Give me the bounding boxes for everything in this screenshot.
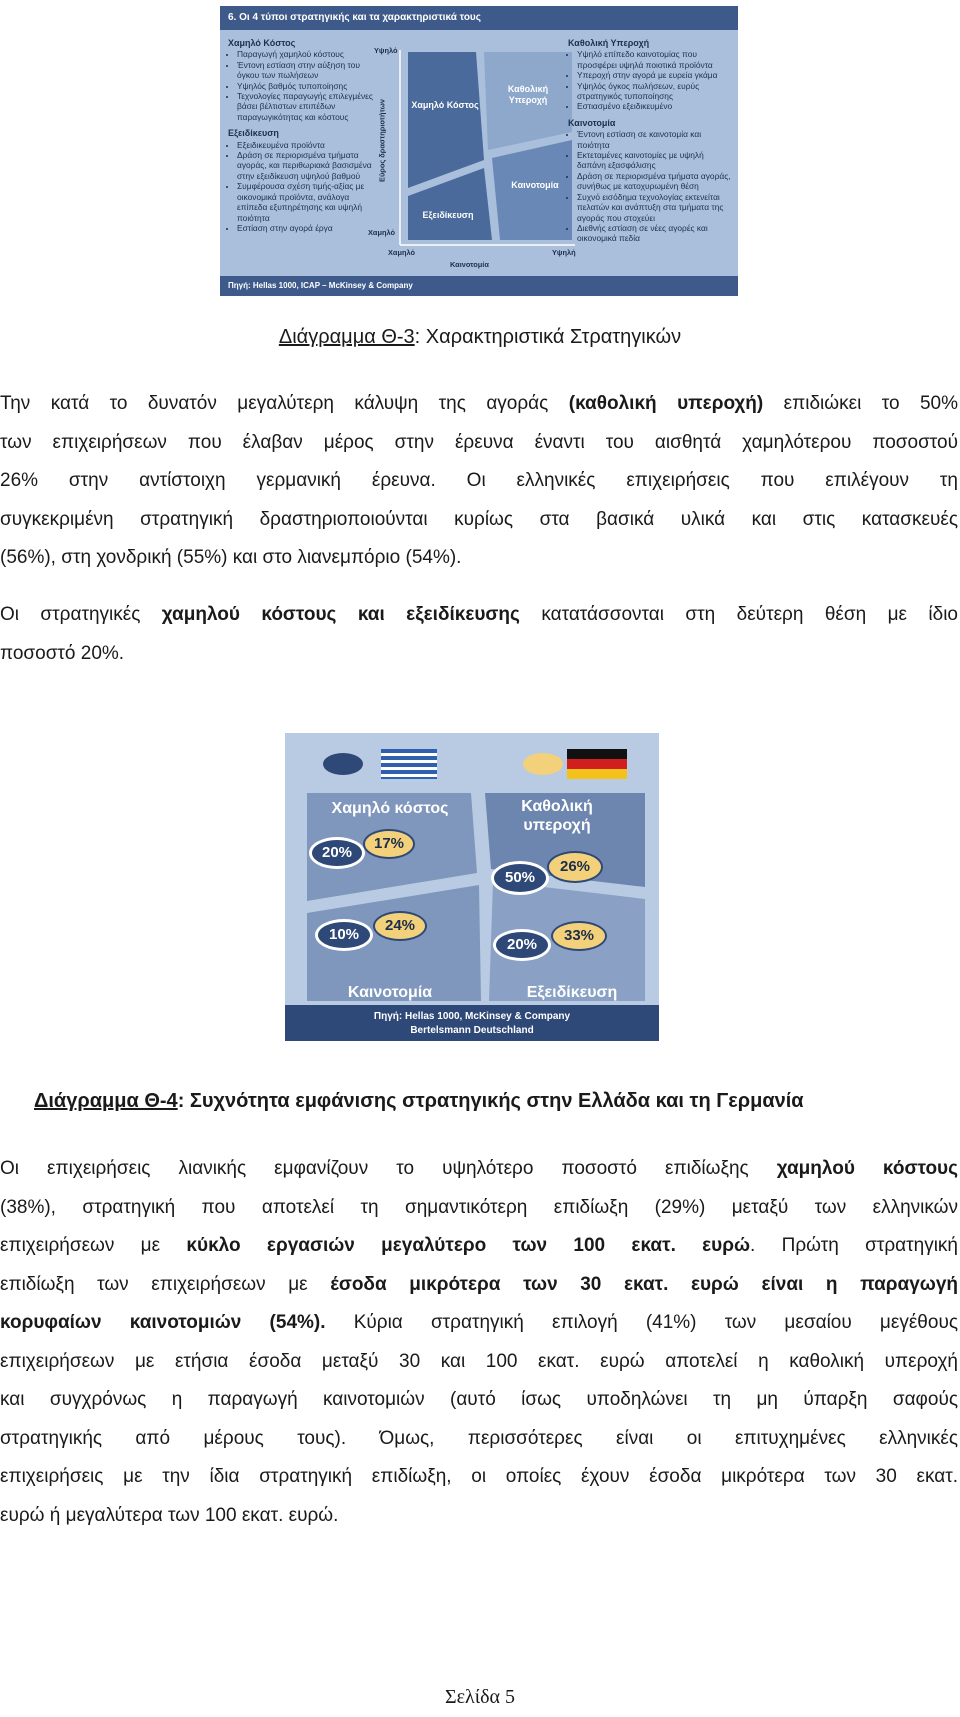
list-item: • Δράση σε περιορισμένα τμήματα αγοράς, συνήθως με κατοχυρωμένη θέση <box>577 171 734 192</box>
source-line: Bertelsmann Deutschland <box>410 1025 534 1036</box>
text-line: επιχειρήσεων με κύκλο εργασιών μεγαλύτερο των 100 εκατ. ευρώ. Πρώτη στρατηγική <box>0 1235 958 1256</box>
caption-label: Διάγραμμα Θ-4 <box>34 1090 178 1112</box>
list-item: • Έντονη εστίαση στην αύξηση του όγκου των πωλήσεων <box>237 60 378 81</box>
figure2-source <box>285 1005 659 1041</box>
y-axis-label: Εύρος δραστηριοτήτων <box>377 99 387 182</box>
figure1-right-column <box>568 38 734 250</box>
germany-value-innovation: 24% <box>373 911 427 941</box>
strategy-matrix-graphic <box>377 40 580 270</box>
text-line: (56%), στη χονδρική (55%) και στο λιανεμπόριο (54%). <box>0 547 462 568</box>
list-item: • Εστιασμένο εξειδικευμένο <box>577 101 734 111</box>
caption-label: Διάγραμμα Θ-3 <box>278 326 415 348</box>
text-line: επιδίωξη των επιχειρήσεων με έσοδα μικρότερα των 30 εκατ. ευρώ είναι η παραγωγή <box>0 1273 958 1295</box>
caption-diagram-4 <box>34 1090 804 1113</box>
text-line: Οι επιχειρήσεις λιανικής εμφανίζουν το υψηλότερο ποσοστό επιδίωξης χαμηλού κόστους <box>0 1158 958 1179</box>
right-heading-2: Καινοτομία <box>568 117 616 128</box>
quadrant-universal: Καθολική Υπεροχή <box>507 84 549 105</box>
y-axis-low: Χαμηλό <box>368 228 396 237</box>
list-item: • Συμφέρουσα σχέση τιμής-αξίας με οικονομικά προϊόντα, ανάλογα επίπεδα εξυπηρέτησης και υψηλή ποιότητα <box>237 181 378 223</box>
quadrant-innovation: Καινοτομία <box>511 180 559 190</box>
quadrant-specialization: Εξειδίκευση <box>422 210 474 220</box>
figure1-source: Πηγή: Hellas 1000, ICAP – McKinsey & Company <box>220 276 738 296</box>
list-item: • Υψηλός βαθμός τυποποίησης <box>237 81 378 91</box>
caption-diagram-3 <box>0 326 960 349</box>
x-axis-low: Χαμηλό <box>388 248 416 257</box>
list-item: • Υπεροχή στην αγορά με ευρεία γκάμα <box>577 70 734 80</box>
caption-text: : Συχνότητα εμφάνισης στρατηγικής στην Ελλάδα και τη Γερμανία <box>177 1090 804 1112</box>
list-item: • Υψηλός όγκος πωλήσεων, ευρύς στρατηγικός τυποποίησης <box>577 81 734 102</box>
quadrant-low-cost: Χαμηλό Κόστος <box>411 100 479 110</box>
text-line: ευρώ ή μεγαλύτερα των 100 εκατ. ευρώ. <box>0 1504 339 1526</box>
quadrant-title-low-cost: Χαμηλό κόστος <box>331 800 449 817</box>
quadrant-title-specialization: Εξειδίκευση <box>526 984 618 1001</box>
paragraph-1 <box>0 385 958 578</box>
text-line: και συγχρόνως η παραγωγή καινοτομιών (αυτό ίσως υποδηλώνει τη μη ύπαρξη σαφούς <box>0 1389 958 1410</box>
text-line: 26% στην αντίστοιχη γερμανική έρευνα. Οι ελληνικές επιχειρήσεις που επιλέγουν τη <box>0 470 958 491</box>
germany-value-low-cost: 17% <box>363 829 415 859</box>
text-line: των επιχειρήσεων που έλαβαν μέρος στην έρευνα έναντι του αισθητά χαμηλότερου ποσοστού <box>0 431 958 453</box>
list-item: • Δράση σε περιορισμένα τμήματα αγοράς, και περιθωριακά βασισμένα στην εξειδίκευση υψηλού βαθμού <box>237 150 378 181</box>
text-line: συγκεκριμένη στρατηγική δραστηριοποιούνται κυρίως στα βασικά υλικά και στις κατασκευές <box>0 508 958 530</box>
strategy-frequency-figure <box>285 733 659 1041</box>
figure2-quadrants <box>285 733 659 1005</box>
paragraph-2 <box>0 596 958 673</box>
text-line: Την κατά το δυνατόν μεγαλύτερη κάλυψη της αγοράς (καθολική υπεροχή) επιδιώκει το 50% <box>0 393 958 414</box>
text-line: επιχειρήσεις με την ίδια στρατηγική επιδίωξη, οι οποίες έχουν έσοδα μικρότερα των 30 εκατ. <box>0 1466 958 1487</box>
list-item: • Υψηλό επίπεδο καινοτομίας που προσφέρει υψηλά ποιοτικά προϊόντα <box>577 49 734 70</box>
y-axis-high: Υψηλό <box>374 46 398 55</box>
germany-value-specialization: 33% <box>551 921 607 951</box>
strategy-types-figure <box>220 6 738 296</box>
left-heading-1: Χαμηλό Κόστος <box>228 38 296 48</box>
list-item: • Διεθνής εστίαση σε νέες αγορές και οικονομικά πεδία <box>577 223 734 244</box>
paragraph-3 <box>0 1150 958 1535</box>
list-item: • Συχνό εισόδημα τεχνολογίας εκτενείται πελατών και ανάπτυξη στα τμήματα της αγοράς που στοχεύει <box>577 192 734 223</box>
list-item: • Τεχνολογίες παραγωγής επιλεγμένες βάσει βέλτιστων επιπέδων παραγωγικότητας και κόστους <box>237 91 378 122</box>
quadrant-title-innovation: Καινοτομία <box>347 984 433 1001</box>
x-axis-high: Υψηλή <box>552 248 576 257</box>
list-item: • Παραγωγή χαμηλού κόστους <box>237 49 378 59</box>
list-item: • Εκτεταμένες καινοτομίες με υψηλή δαπάνη εξασφάλισης <box>577 150 734 171</box>
list-item: • Εξειδικευμένα προϊόντα <box>237 140 378 150</box>
right-heading-1: Καθολική Υπεροχή <box>568 38 650 48</box>
left-heading-2: Εξειδίκευση <box>228 128 279 139</box>
greece-value-specialization: 20% <box>493 929 551 961</box>
text-line: επιχειρήσεων με ετήσια έσοδα μεταξύ 30 και 100 εκατ. ευρώ αποτελεί η καθολική υπεροχή <box>0 1350 958 1372</box>
x-axis-label: Καινοτομία <box>450 260 489 269</box>
text-line: (38%), στρατηγική που αποτελεί τη σημαντικότερη επιδίωξη (29%) μεταξύ των ελληνικών <box>0 1196 958 1218</box>
quadrant-title-universal: Καθολική υπεροχή <box>521 798 593 834</box>
text-line: Οι στρατηγικές χαμηλού κόστους και εξειδίκευσης κατατάσσονται στη δεύτερη θέση με ίδιο <box>0 604 958 625</box>
figure1-left-column <box>228 38 378 239</box>
greece-value-innovation: 10% <box>315 919 373 951</box>
text-line: κορυφαίων καινοτομιών (54%). Κύρια στρατηγική επιλογή (41%) των μεσαίου μεγέθους <box>0 1312 958 1333</box>
page-number: Σελίδα 5 <box>444 1686 516 1708</box>
caption-text: : Χαρακτηριστικά Στρατηγικών <box>414 326 682 348</box>
greece-value-low-cost: 20% <box>309 837 365 869</box>
figure1-title: 6. Οι 4 τύποι στρατηγικής και τα χαρακτηριστικά τους <box>220 6 738 30</box>
greece-value-universal: 50% <box>491 861 549 895</box>
text-line: ποσοστό 20%. <box>0 642 125 664</box>
text-line: στρατηγικής από μέρους τους). Όμως, περισσότερες είναι οι επιτυχημένες ελληνικές <box>0 1427 958 1449</box>
list-item: • Εστίαση στην αγορά έργα <box>237 223 378 233</box>
list-item: • Έντονη εστίαση σε καινοτομία και ποιότητα <box>577 129 734 150</box>
germany-value-universal: 26% <box>547 851 603 883</box>
source-line: Πηγή: Hellas 1000, McKinsey & Company <box>373 1011 571 1022</box>
strategy-matrix <box>368 40 580 270</box>
